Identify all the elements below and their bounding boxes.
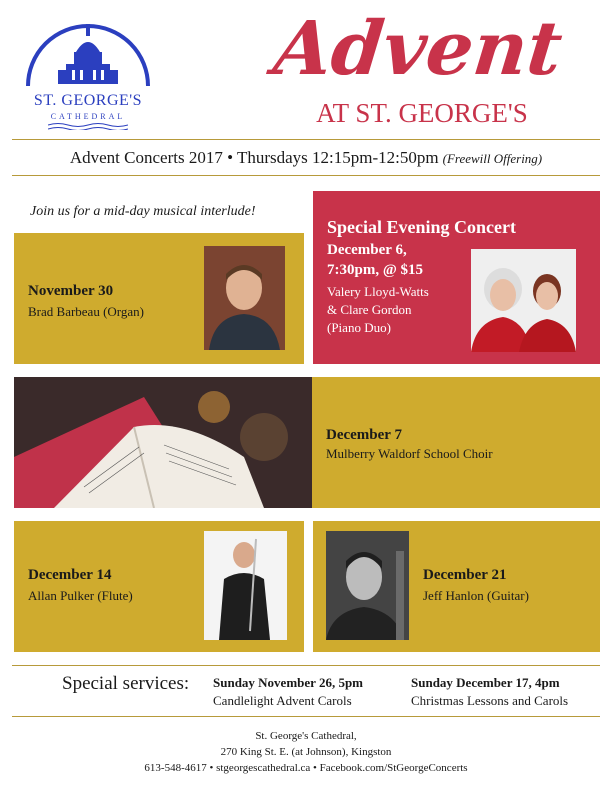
logo-name: ST. GEORGE'S: [33, 92, 143, 109]
concert-banner: [12, 148, 600, 168]
concert-date: December 7: [326, 427, 402, 443]
footer-address: 270 King St. E. (at Johnson), Kingston: [220, 746, 392, 758]
banner-main: Advent Concerts 2017 • Thursdays 12:15pm-12:50pm: [69, 148, 439, 167]
performer-photo: [204, 531, 287, 640]
services-label: Special services:: [62, 673, 190, 694]
footer: [12, 728, 600, 776]
service-item: [213, 675, 363, 709]
special-date: December 6,: [327, 242, 407, 258]
intro-text: Join us for a mid-day musical interlude!: [30, 204, 256, 219]
logo-subname: CATHEDRAL: [50, 112, 126, 121]
logo-waves-icon: [48, 122, 128, 130]
sheet-music-photo: [14, 377, 312, 508]
page-title: Advent: [269, 6, 567, 92]
services-top-rule: [12, 665, 600, 666]
service-when: Sunday December 17, 4pm: [411, 675, 560, 690]
concert-card-dec21: [313, 521, 600, 652]
cathedral-logo: [18, 14, 158, 132]
concert-card-nov30: [14, 233, 304, 364]
performer-photo: [204, 246, 285, 350]
concert-row-dec7: [14, 377, 600, 508]
special-concert-card: [313, 191, 600, 364]
footer-contact[interactable]: 613-548-4617 • stgeorgescathedral.ca • Facebook.com/StGeorgeConcerts: [144, 762, 468, 774]
concert-performer: Allan Pulker (Flute): [28, 588, 133, 603]
cathedral-dome-icon: [18, 14, 158, 94]
concert-date: December 21: [423, 567, 507, 583]
service-what: Christmas Lessons and Carols: [411, 693, 569, 708]
performer-photo: [326, 531, 409, 640]
piano-duo-photo: [471, 249, 576, 352]
services-bottom-rule: [12, 716, 600, 717]
concert-card-dec14: [14, 521, 304, 652]
special-performer-2: & Clare Gordon: [327, 302, 412, 317]
service-when: Sunday November 26, 5pm: [213, 675, 364, 690]
special-time: 7:30pm, @ $15: [327, 262, 424, 278]
special-performer-3: (Piano Duo): [327, 320, 391, 335]
footer-name: St. George's Cathedral,: [255, 730, 357, 742]
banner-rule: [12, 175, 600, 176]
service-what: Candlelight Advent Carols: [213, 693, 352, 708]
special-performer-1: Valery Lloyd-Watts: [327, 284, 429, 299]
banner-note: (Freewill Offering): [442, 151, 543, 166]
top-rule: [12, 139, 600, 140]
special-heading: Special Evening Concert: [327, 217, 516, 237]
concert-performer: Brad Barbeau (Organ): [28, 304, 144, 319]
concert-card-dec7: [312, 377, 600, 508]
concert-performer: Mulberry Waldorf School Choir: [326, 446, 493, 461]
concert-performer: Jeff Hanlon (Guitar): [423, 588, 529, 603]
concert-date: November 30: [28, 283, 114, 299]
service-item: [411, 675, 568, 709]
page-subtitle: AT ST. GEORGE'S: [316, 98, 528, 128]
concert-date: December 14: [28, 567, 112, 583]
